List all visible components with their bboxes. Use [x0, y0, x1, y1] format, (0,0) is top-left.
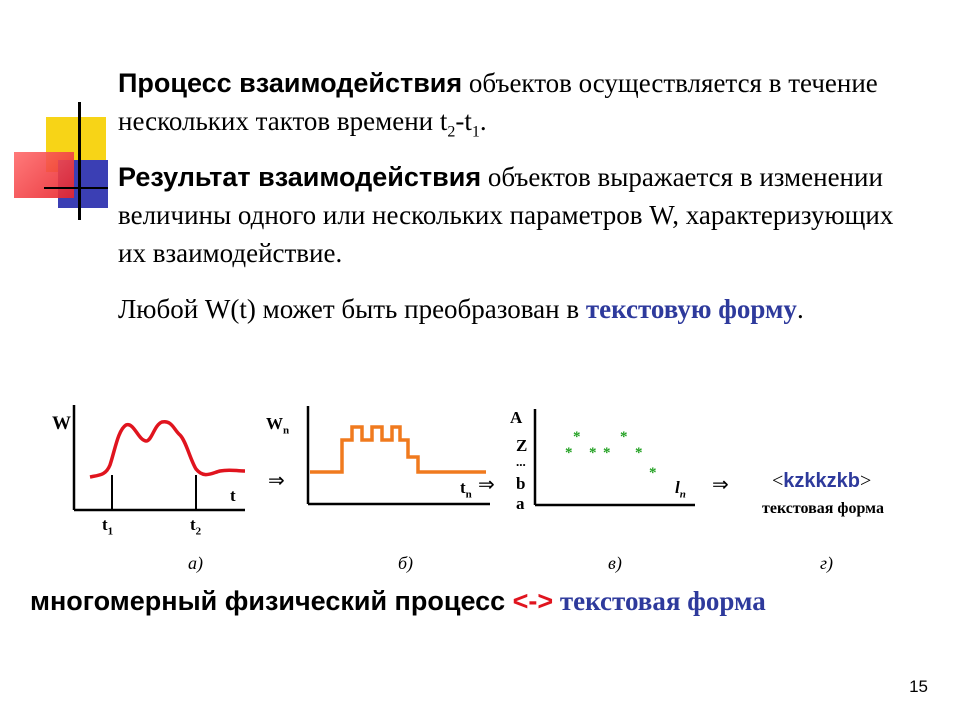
caption-d: г) — [820, 553, 834, 573]
dot-6: * — [635, 445, 643, 461]
text-form-label: текстовая форма — [762, 500, 884, 517]
axis-tn-label: $t_n$ — [460, 478, 472, 501]
decor-red-square — [14, 152, 74, 198]
t2-label: $t_2$ — [190, 515, 202, 538]
alphabet-ellipsis: ... — [516, 454, 526, 469]
arrow-c-to-d: ⇒ — [712, 474, 729, 496]
summary-line: многомерный физический процесс <-> текстовая форма — [30, 586, 766, 616]
decor-vertical-line — [78, 102, 81, 220]
paragraph-textual-form: Любой W(t) может быть преобразован в текстовую форму. — [118, 294, 804, 324]
result-bold-term: Результат взаимодействия — [118, 162, 482, 192]
dot-4: * — [603, 445, 611, 461]
caption-b: б) — [398, 553, 414, 573]
dot-2: * — [573, 429, 581, 445]
axis-t-label: t — [230, 486, 236, 505]
axis-wn-label: $W_n$ — [266, 414, 290, 437]
page-number: 15 — [909, 677, 928, 696]
bidirectional-arrow: <-> — [512, 586, 554, 616]
dot-7: * — [649, 465, 657, 481]
caption-a: а) — [188, 553, 203, 573]
caption-c: в) — [608, 553, 622, 573]
dot-5: * — [620, 429, 628, 445]
dot-1: * — [565, 445, 573, 461]
arrow-a-to-b: ⇒ — [268, 470, 285, 492]
step-signal — [310, 427, 486, 472]
axis-w-label: W — [52, 413, 71, 434]
process-bold-term: Процесс взаимодействия — [118, 68, 463, 98]
alphabet-A: A — [510, 408, 523, 427]
paragraph-process: Процесс взаимодействия объектов осуществляется в течение нескольких тактов времени $t_2-t_1$. — [118, 68, 878, 141]
textual-form-highlight: текстовую форму — [585, 294, 797, 324]
paragraph-result: Результат взаимодействия объектов выражается в изменении величины одного или нескольких параметров W, характеризующих их взаимодействие. — [118, 162, 894, 268]
alphabet-a: a — [516, 494, 525, 513]
axis-ln-label: $l_n$ — [675, 478, 686, 501]
alphabet-Z: Z — [516, 436, 528, 455]
alphabet-b: b — [516, 474, 526, 493]
t1-label: $t_1$ — [102, 515, 114, 538]
diagram-a — [40, 395, 260, 545]
signal-curve — [90, 422, 245, 477]
dot-3: * — [589, 445, 597, 461]
decor-horizontal-line — [44, 187, 108, 189]
arrow-b-to-c: ⇒ — [478, 474, 495, 496]
text-form-code: <kzkkzkb> — [772, 470, 872, 492]
